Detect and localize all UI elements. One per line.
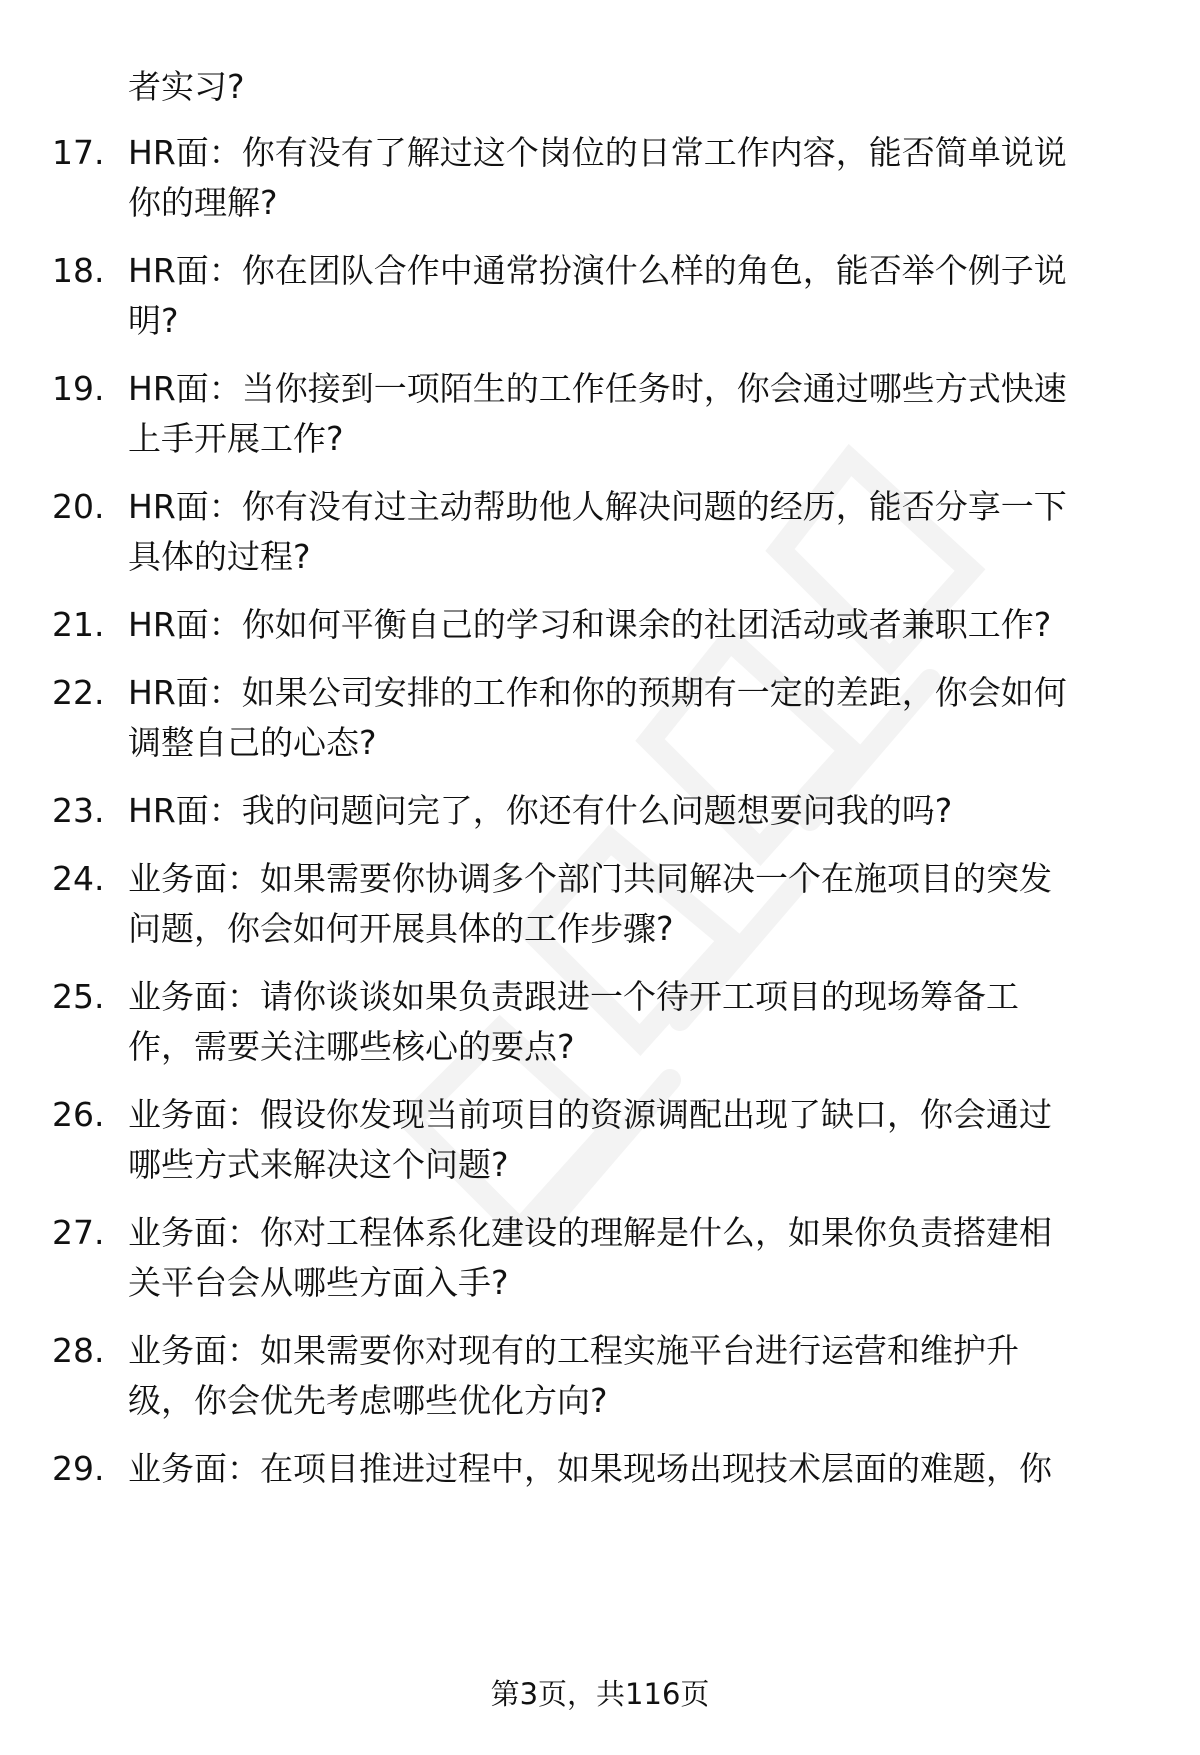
question-text-line: HR面：如果公司安排的工作和你的预期有一定的差距，你会如何: [128, 673, 1067, 712]
question-text: [128, 364, 1158, 464]
question-number: 26.: [52, 1095, 105, 1134]
question-text-line: 明?: [128, 301, 179, 340]
question-number: 27.: [52, 1213, 105, 1252]
question-text-line: 业务面：假设你发现当前项目的资源调配出现了缺口，你会通过: [128, 1095, 1052, 1134]
question-number: 17.: [52, 133, 105, 172]
question-number: 29.: [52, 1449, 105, 1488]
question-text: [128, 854, 1158, 954]
question-number: 22.: [52, 673, 105, 712]
question-text: [128, 668, 1158, 768]
question-text: [128, 1090, 1158, 1190]
question-text: [128, 1208, 1158, 1308]
question-number: 24.: [52, 859, 105, 898]
question-number: 23.: [52, 791, 105, 830]
question-text-line: HR面：当你接到一项陌生的工作任务时，你会通过哪些方式快速: [128, 369, 1067, 408]
question-text-line: HR面：你如何平衡自己的学习和课余的社团活动或者兼职工作?: [128, 605, 1052, 644]
question-text: [128, 128, 1158, 228]
question-text: [128, 482, 1158, 582]
question-text-line: HR面：你在团队合作中通常扮演什么样的角色，能否举个例子说: [128, 251, 1067, 290]
question-text: [128, 972, 1158, 1072]
question-text-line: 业务面：如果需要你协调多个部门共同解决一个在施项目的突发: [128, 859, 1052, 898]
page-footer: 第3页，共116页: [490, 1677, 710, 1711]
question-text-line: HR面：你有没有过主动帮助他人解决问题的经历，能否分享一下: [128, 487, 1067, 526]
question-text: [128, 246, 1158, 346]
question-text-line: HR面：我的问题问完了，你还有什么问题想要问我的吗?: [128, 791, 953, 830]
question-text-line: 调整自己的心态?: [128, 723, 377, 762]
question-text: [128, 1326, 1158, 1426]
question-text: [128, 1444, 1158, 1494]
question-number: 21.: [52, 605, 105, 644]
question-number: 18.: [52, 251, 105, 290]
question-text-line: 关平台会从哪些方面入手?: [128, 1263, 509, 1302]
question-text-line: 上手开展工作?: [128, 419, 344, 458]
question-text-line: 业务面：如果需要你对现有的工程实施平台进行运营和维护升: [128, 1331, 1019, 1370]
continued-question-text: 者实习?: [128, 67, 245, 106]
question-text-line: 作，需要关注哪些核心的要点?: [128, 1027, 575, 1066]
question-text: [128, 600, 1158, 650]
question-number: 20.: [52, 487, 105, 526]
question-number: 19.: [52, 369, 105, 408]
question-text-line: 哪些方式来解决这个问题?: [128, 1145, 509, 1184]
question-text-line: 问题，你会如何开展具体的工作步骤?: [128, 909, 674, 948]
question-text-line: 业务面：请你谈谈如果负责跟进一个待开工项目的现场筹备工: [128, 977, 1019, 1016]
question-text: [128, 786, 1158, 836]
question-text-line: 具体的过程?: [128, 537, 311, 576]
question-text-line: 级，你会优先考虑哪些优化方向?: [128, 1381, 608, 1420]
question-number: 28.: [52, 1331, 105, 1370]
question-text-line: 业务面：在项目推进过程中，如果现场出现技术层面的难题，你: [128, 1449, 1052, 1488]
question-text-line: 业务面：你对工程体系化建设的理解是什么，如果你负责搭建相: [128, 1213, 1052, 1252]
question-text-line: HR面：你有没有了解过这个岗位的日常工作内容，能否简单说说: [128, 133, 1067, 172]
question-number: 25.: [52, 977, 105, 1016]
question-text-line: 你的理解?: [128, 183, 278, 222]
